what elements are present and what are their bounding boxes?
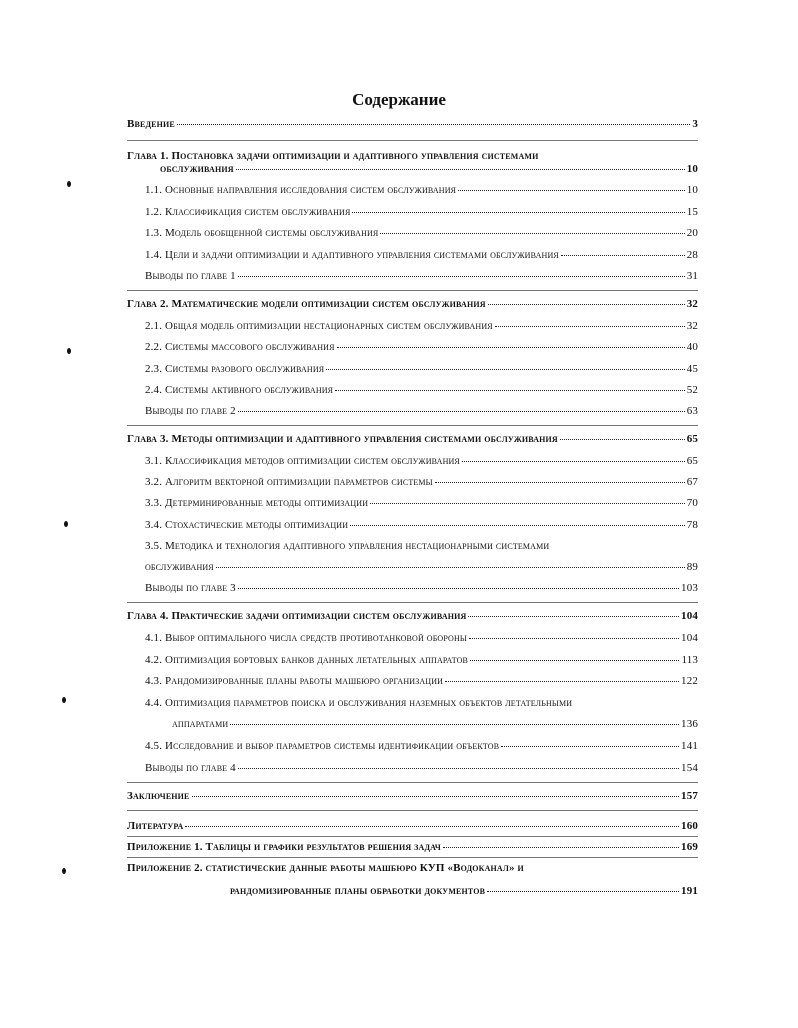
toc-entry-text: Глава 4. Практические задачи оптимизации систем обслуживания xyxy=(127,610,467,622)
toc-entry-text: 1.4. Цели и задачи оптимизации и адаптивного управления системами обслуживания xyxy=(145,249,559,261)
toc-page-number: 3 xyxy=(692,118,698,130)
toc-conclusion-chapter-2[interactable] xyxy=(145,405,698,417)
toc-entry-text: рандомизированные планы обработки документов xyxy=(230,885,486,897)
toc-section-3-3[interactable] xyxy=(145,497,698,509)
toc-entry-text: Глава 2. Математические модели оптимизации систем обслуживания xyxy=(127,298,486,310)
toc-section-4-2[interactable] xyxy=(145,654,698,666)
toc-page-number: 20 xyxy=(686,227,698,239)
toc-leader-dots xyxy=(335,389,685,391)
toc-chapter-2[interactable] xyxy=(127,298,698,310)
toc-page-number: 104 xyxy=(681,610,698,622)
toc-entry-text: 2.3. Системы разового обслуживания xyxy=(145,363,325,375)
toc-page-number: 122 xyxy=(681,675,698,687)
toc-entry-text: 4.2. Оптимизация бортовых банков данных летательных аппаратов xyxy=(145,654,469,666)
toc-conclusion-chapter-3[interactable] xyxy=(145,582,698,594)
toc-leader-dots xyxy=(185,825,679,827)
toc-leader-dots xyxy=(238,410,685,412)
toc-page-number: 169 xyxy=(681,841,698,853)
toc-appendix-2[interactable] xyxy=(230,885,698,897)
toc-entry-text: обслуживания xyxy=(145,561,214,573)
toc-page-number: 32 xyxy=(686,298,698,310)
toc-leader-dots xyxy=(487,890,679,892)
toc-page-number: 191 xyxy=(681,885,698,897)
toc-leader-dots xyxy=(352,211,684,213)
toc-entry-text: Литература xyxy=(127,820,184,832)
toc-entry-text: Выводы по главе 3 xyxy=(145,582,236,594)
toc-page-number: 157 xyxy=(681,790,698,802)
toc-page-number: 10 xyxy=(686,184,698,196)
toc-page-number: 40 xyxy=(686,341,698,353)
toc-leader-dots xyxy=(380,232,684,234)
toc-leader-dots xyxy=(469,637,679,639)
toc-page-number: 15 xyxy=(686,206,698,218)
toc-section-4-3[interactable] xyxy=(145,675,698,687)
toc-section-2-3[interactable] xyxy=(145,363,698,375)
separator-line xyxy=(127,782,698,783)
toc-leader-dots xyxy=(238,587,679,589)
toc-entry-text: Приложение 1. Таблицы и графики результатов решения задач xyxy=(127,841,441,853)
toc-page-number: 32 xyxy=(686,320,698,332)
toc-entry-text: 4.1. Выбор оптимального числа средств противотанковой обороны xyxy=(145,632,468,644)
toc-leader-dots xyxy=(501,745,679,747)
toc-leader-dots xyxy=(445,680,679,682)
toc-entry-text: 3.1. Классификация методов оптимизации систем обслуживания xyxy=(145,455,460,467)
toc-section-4-4-line1[interactable]: 4.4. Оптимизация параметров поиска и обслуживания наземных объектов летательными xyxy=(145,697,573,709)
scan-mark xyxy=(67,348,71,354)
toc-page-number: 70 xyxy=(686,497,698,509)
toc-entry-text: 2.4. Системы активного обслуживания xyxy=(145,384,334,396)
separator-line xyxy=(127,810,698,811)
toc-entry-text: обслуживания xyxy=(160,163,234,175)
toc-entry-text: 4.5. Исследование и выбор параметров системы идентификации объектов xyxy=(145,740,500,752)
separator-line xyxy=(127,602,698,603)
toc-leader-dots xyxy=(470,659,679,661)
toc-entry-text: аппаратами xyxy=(172,718,229,730)
toc-page-number: 45 xyxy=(686,363,698,375)
separator-line xyxy=(127,857,698,858)
toc-entry-text: 3.2. Алгоритм векторной оптимизации параметров системы xyxy=(145,476,433,488)
toc-section-2-4[interactable] xyxy=(145,384,698,396)
toc-entry-text: 3.4. Стохастические методы оптимизации xyxy=(145,519,349,531)
toc-page-number: 154 xyxy=(681,762,698,774)
scan-mark xyxy=(64,521,68,527)
toc-conclusion-chapter-1[interactable] xyxy=(145,270,698,282)
toc-leader-dots xyxy=(495,325,685,327)
toc-entry-text: 3.3. Детерминированные методы оптимизации xyxy=(145,497,369,509)
toc-chapter-1-line1[interactable]: Глава 1. Постановка задачи оптимизации и адаптивного управления системами xyxy=(127,150,539,162)
toc-entry-text: 2.1. Общая модель оптимизации нестационарных систем обслуживания xyxy=(145,320,493,332)
toc-entry-intro[interactable] xyxy=(127,118,698,130)
toc-leader-dots xyxy=(370,502,685,504)
toc-page-number: 160 xyxy=(681,820,698,832)
toc-conclusion[interactable] xyxy=(127,790,698,802)
toc-entry-text: 1.2. Классификация систем обслуживания xyxy=(145,206,351,218)
toc-section-3-5-line1[interactable]: 3.5. Методика и технология адаптивного управления нестационарными системами xyxy=(145,540,550,552)
toc-page-number: 89 xyxy=(686,561,698,573)
toc-section-3-4[interactable] xyxy=(145,519,698,531)
toc-leader-dots xyxy=(337,346,685,348)
toc-literature[interactable] xyxy=(127,820,698,832)
toc-page-number: 10 xyxy=(686,163,698,175)
toc-leader-dots xyxy=(230,723,679,725)
toc-entry-text: Заключение xyxy=(127,790,190,802)
toc-chapter-1[interactable] xyxy=(160,163,698,175)
separator-line xyxy=(127,140,698,141)
toc-entry-text: Выводы по главе 1 xyxy=(145,270,236,282)
toc-page-number: 65 xyxy=(686,433,698,445)
toc-section-1-3[interactable] xyxy=(145,227,698,239)
toc-section-3-1[interactable] xyxy=(145,455,698,467)
toc-entry-text: Глава 3. Методы оптимизации и адаптивного управления системами обслуживания xyxy=(127,433,558,445)
toc-leader-dots xyxy=(192,795,680,797)
toc-page-number: 141 xyxy=(681,740,698,752)
toc-chapter-4[interactable] xyxy=(127,610,698,622)
toc-section-3-5[interactable] xyxy=(145,561,698,573)
toc-entry-text: Выводы по главе 4 xyxy=(145,762,236,774)
toc-entry-text: 1.3. Модель обобщенной системы обслуживания xyxy=(145,227,379,239)
toc-conclusion-chapter-4[interactable] xyxy=(145,762,698,774)
toc-page-number: 67 xyxy=(686,476,698,488)
toc-section-4-1[interactable] xyxy=(145,632,698,644)
toc-leader-dots xyxy=(468,615,679,617)
toc-page-number: 52 xyxy=(686,384,698,396)
page-title: Содержание xyxy=(352,90,446,109)
toc-page-number: 104 xyxy=(681,632,698,644)
toc-section-4-4[interactable] xyxy=(172,718,698,730)
toc-section-1-4[interactable] xyxy=(145,249,698,261)
scan-mark xyxy=(67,181,71,187)
toc-page-number: 65 xyxy=(686,455,698,467)
toc-page-number: 28 xyxy=(686,249,698,261)
toc-section-3-2[interactable] xyxy=(145,476,698,488)
toc-page-number: 78 xyxy=(686,519,698,531)
toc-section-1-1[interactable] xyxy=(145,184,698,196)
toc-appendix-2-line1[interactable]: Приложение 2. статистические данные работы машбюро КУП «Водоканал» и xyxy=(127,862,524,874)
toc-section-1-2[interactable] xyxy=(145,206,698,218)
toc-section-2-1[interactable] xyxy=(145,320,698,332)
scan-mark xyxy=(62,697,66,703)
toc-entry-text: 2.2. Системы массового обслуживания xyxy=(145,341,335,353)
separator-line xyxy=(127,836,698,837)
toc-leader-dots xyxy=(561,254,685,256)
toc-page-number: 136 xyxy=(681,718,698,730)
separator-line xyxy=(127,425,698,426)
toc-leader-dots xyxy=(443,846,679,848)
toc-leader-dots xyxy=(435,481,685,483)
toc-leader-dots xyxy=(350,524,685,526)
scan-mark xyxy=(62,868,66,874)
toc-leader-dots xyxy=(560,438,685,440)
toc-page-number: 31 xyxy=(686,270,698,282)
separator-line xyxy=(127,290,698,291)
toc-leader-dots xyxy=(462,460,685,462)
toc-appendix-1[interactable] xyxy=(127,841,698,853)
toc-section-2-2[interactable] xyxy=(145,341,698,353)
toc-entry-text: Выводы по главе 2 xyxy=(145,405,236,417)
toc-section-4-5[interactable] xyxy=(145,740,698,752)
toc-page-number: 113 xyxy=(681,654,698,666)
toc-leader-dots xyxy=(326,368,684,370)
toc-leader-dots xyxy=(458,189,685,191)
toc-entry-text: 1.1. Основные направления исследования систем обслуживания xyxy=(145,184,457,196)
toc-leader-dots xyxy=(177,123,691,125)
toc-entry-text: Введение xyxy=(127,118,175,130)
toc-entry-text: 4.3. Рандомизированные планы работы машбюро организации xyxy=(145,675,444,687)
toc-chapter-3[interactable] xyxy=(127,433,698,445)
toc-leader-dots xyxy=(216,566,685,568)
toc-page-number: 103 xyxy=(681,582,698,594)
toc-leader-dots xyxy=(238,275,685,277)
toc-leader-dots xyxy=(488,303,685,305)
toc-page-number: 63 xyxy=(686,405,698,417)
toc-leader-dots xyxy=(236,168,685,170)
toc-leader-dots xyxy=(238,767,679,769)
